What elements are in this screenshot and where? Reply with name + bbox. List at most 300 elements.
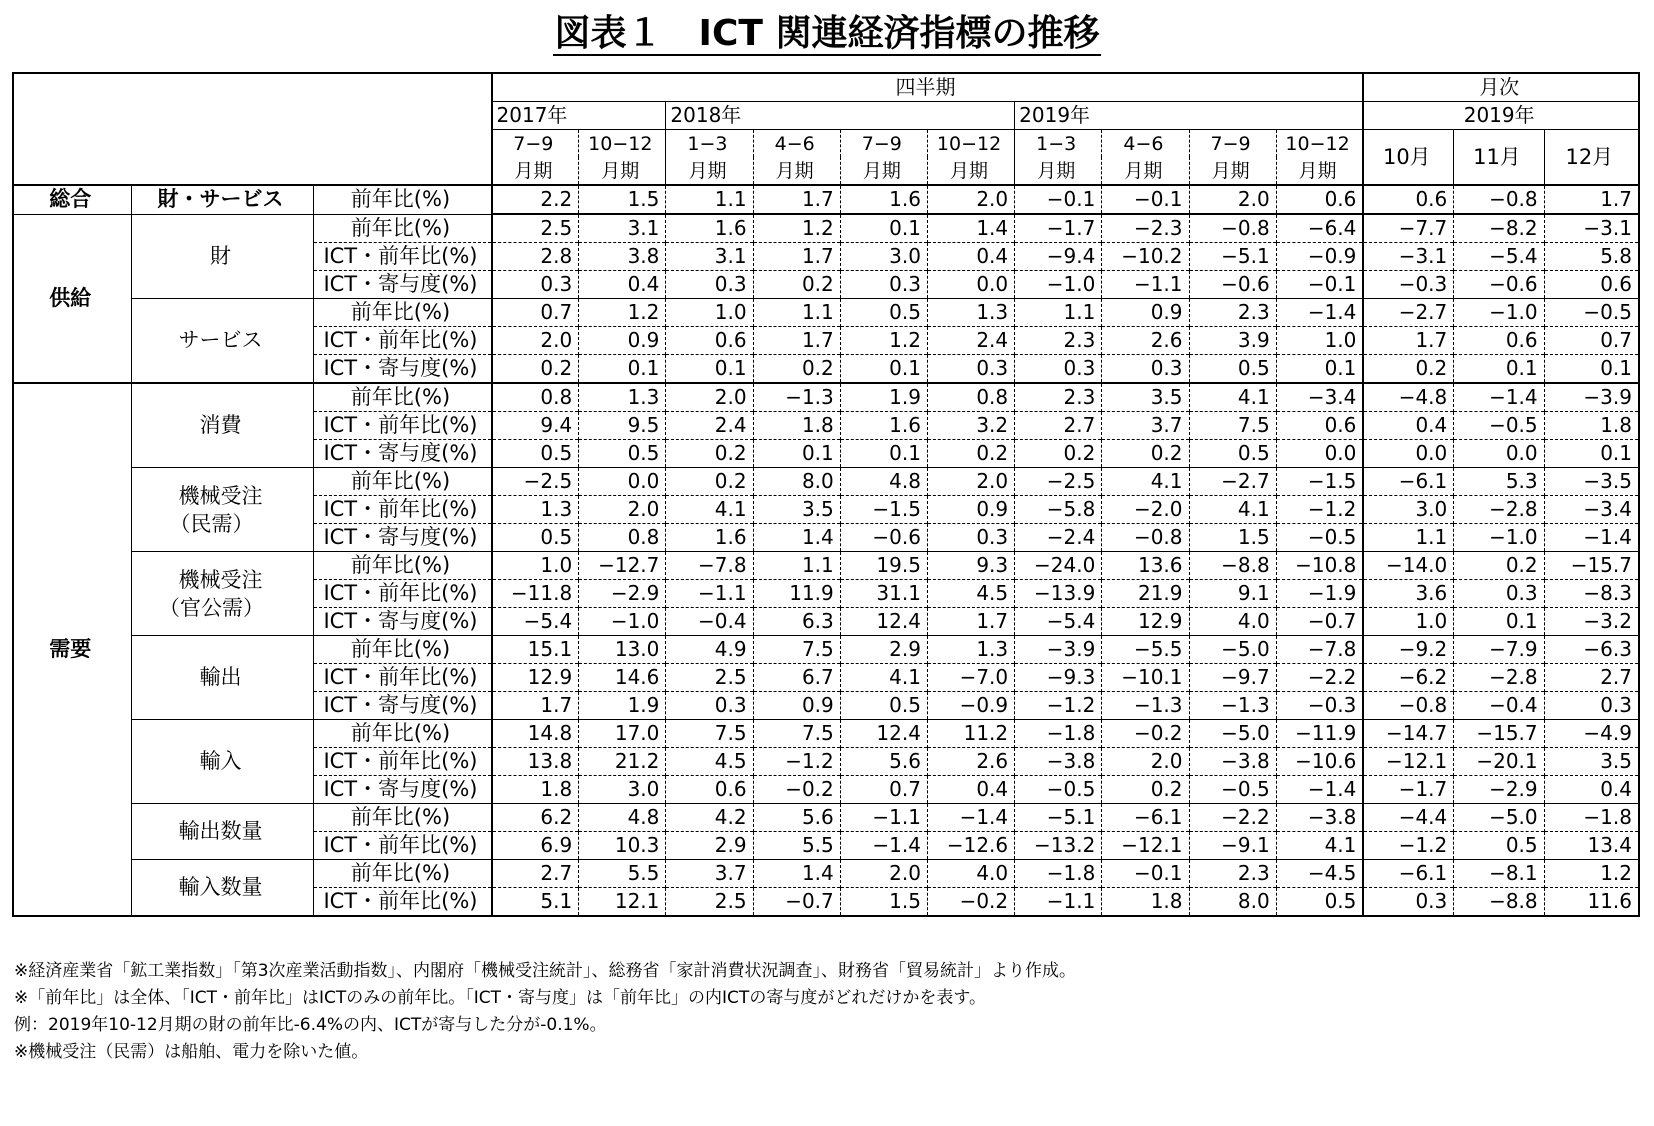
value-cell: −1.8	[1015, 860, 1102, 888]
value-cell: 1.3	[927, 299, 1014, 327]
group-label-yunyu-suryo: 輸入数量	[131, 860, 314, 917]
value-cell: 31.1	[840, 580, 927, 608]
value-cell: 4.1	[666, 496, 753, 524]
header-year-2018: 2018年	[666, 102, 1015, 130]
table-row	[13, 468, 1639, 496]
value-cell: −1.4	[1544, 524, 1639, 552]
value-cell: −13.2	[1015, 832, 1102, 860]
group-label-kikai-minju-line: 機械受注	[178, 483, 263, 508]
value-cell: 6.9	[492, 832, 579, 860]
value-cell: 0.2	[492, 355, 579, 384]
metric-label-ict-contrib: ICT・寄与度(%)	[314, 271, 492, 299]
value-cell: 0.2	[1363, 355, 1453, 384]
value-cell: 3.5	[1544, 748, 1639, 776]
value-cell: 1.3	[579, 383, 666, 412]
value-cell: 5.1	[492, 888, 579, 917]
value-cell: −10.1	[1102, 664, 1189, 692]
value-cell: 9.5	[579, 412, 666, 440]
footnotes	[14, 958, 1634, 1066]
value-cell: 0.4	[579, 271, 666, 299]
value-cell: 9.1	[1189, 580, 1276, 608]
value-cell: 2.0	[579, 496, 666, 524]
value-cell: 3.7	[1102, 412, 1189, 440]
value-cell: 9.4	[492, 412, 579, 440]
value-cell: 2.4	[666, 412, 753, 440]
value-cell: −2.2	[1276, 664, 1363, 692]
value-cell: 0.3	[1544, 692, 1639, 720]
metric-label-yoy: 前年比(%)	[314, 636, 492, 664]
value-cell: −0.3	[1363, 271, 1453, 299]
value-cell: −1.2	[753, 748, 840, 776]
value-cell: −6.4	[1276, 214, 1363, 243]
value-cell: −1.9	[1276, 580, 1363, 608]
metric-label-ict-yoy: ICT・前年比(%)	[314, 664, 492, 692]
group-label-yushutsu-suryo: 輸出数量	[131, 804, 314, 860]
header-quarter-suffix: 月期	[666, 157, 753, 185]
value-cell: −0.5	[1276, 524, 1363, 552]
metric-label-ict-contrib: ICT・寄与度(%)	[314, 440, 492, 468]
value-cell: 0.5	[492, 524, 579, 552]
value-cell: 5.6	[840, 748, 927, 776]
value-cell: 21.2	[579, 748, 666, 776]
table-row	[13, 383, 1639, 412]
value-cell: 17.0	[579, 720, 666, 748]
header-quarter-suffix: 月期	[840, 157, 927, 185]
value-cell: 11.6	[1544, 888, 1639, 917]
value-cell: 2.7	[1544, 664, 1639, 692]
value-cell: 5.5	[753, 832, 840, 860]
value-cell: 0.4	[927, 243, 1014, 271]
value-cell: −2.2	[1189, 804, 1276, 832]
value-cell: 11.2	[927, 720, 1014, 748]
value-cell: −0.3	[1276, 692, 1363, 720]
value-cell: 1.1	[753, 552, 840, 580]
value-cell: −6.1	[1363, 860, 1453, 888]
value-cell: 1.1	[1363, 524, 1453, 552]
value-cell: −1.1	[1102, 271, 1189, 299]
group-label-shohi: 消費	[131, 383, 314, 468]
value-cell: 0.5	[492, 440, 579, 468]
value-cell: 7.5	[753, 720, 840, 748]
value-cell: 0.5	[840, 692, 927, 720]
header-year-2017: 2017年	[492, 102, 666, 130]
header-quarter-range: 10−12	[579, 130, 666, 158]
value-cell: 10.3	[579, 832, 666, 860]
value-cell: 0.2	[1102, 440, 1189, 468]
value-cell: −0.5	[1015, 776, 1102, 804]
value-cell: 11.9	[753, 580, 840, 608]
value-cell: 2.3	[1189, 299, 1276, 327]
value-cell: −2.8	[1454, 496, 1544, 524]
value-cell: 2.6	[1102, 327, 1189, 355]
value-cell: 7.5	[666, 720, 753, 748]
value-cell: −3.8	[1276, 804, 1363, 832]
header-quarter-suffix: 月期	[927, 157, 1014, 185]
value-cell: −5.4	[492, 608, 579, 636]
value-cell: 1.3	[492, 496, 579, 524]
value-cell: 0.6	[666, 327, 753, 355]
value-cell: 1.3	[927, 636, 1014, 664]
value-cell: 1.1	[666, 185, 753, 214]
value-cell: −12.7	[579, 552, 666, 580]
metric-label-yoy: 前年比(%)	[314, 383, 492, 412]
value-cell: −12.1	[1363, 748, 1453, 776]
value-cell: −5.4	[1015, 608, 1102, 636]
value-cell: 1.7	[492, 692, 579, 720]
value-cell: 0.1	[840, 355, 927, 384]
value-cell: −7.8	[1276, 636, 1363, 664]
value-cell: −1.0	[579, 608, 666, 636]
value-cell: 1.6	[666, 524, 753, 552]
metric-label-yoy: 前年比(%)	[314, 468, 492, 496]
value-cell: 4.1	[1276, 832, 1363, 860]
value-cell: −1.3	[753, 383, 840, 412]
value-cell: 19.5	[840, 552, 927, 580]
value-cell: 6.7	[753, 664, 840, 692]
value-cell: 5.5	[579, 860, 666, 888]
value-cell: −3.5	[1544, 468, 1639, 496]
value-cell: −10.6	[1276, 748, 1363, 776]
value-cell: 0.3	[1454, 580, 1544, 608]
value-cell: −12.6	[927, 832, 1014, 860]
header-quarter-range: 4−6	[753, 130, 840, 158]
value-cell: −7.7	[1363, 214, 1453, 243]
value-cell: −1.1	[1015, 888, 1102, 917]
value-cell: 1.0	[492, 552, 579, 580]
value-cell: −1.4	[927, 804, 1014, 832]
value-cell: −3.9	[1015, 636, 1102, 664]
value-cell: −9.2	[1363, 636, 1453, 664]
page-title	[0, 10, 1654, 58]
value-cell: −0.8	[1363, 692, 1453, 720]
value-cell: −6.3	[1544, 636, 1639, 664]
value-cell: 0.0	[579, 468, 666, 496]
header-quarter-range: 1−3	[666, 130, 753, 158]
value-cell: 0.9	[927, 496, 1014, 524]
value-cell: 1.8	[1544, 412, 1639, 440]
metric-label-ict-yoy: ICT・前年比(%)	[314, 327, 492, 355]
value-cell: 0.7	[492, 299, 579, 327]
value-cell: −1.4	[1276, 776, 1363, 804]
value-cell: −2.8	[1454, 664, 1544, 692]
value-cell: 2.9	[666, 832, 753, 860]
value-cell: 0.8	[579, 524, 666, 552]
value-cell: 4.1	[1189, 496, 1276, 524]
value-cell: 0.3	[927, 524, 1014, 552]
value-cell: −7.0	[927, 664, 1014, 692]
value-cell: 1.4	[753, 524, 840, 552]
header-quarter-suffix: 月期	[753, 157, 840, 185]
value-cell: −0.4	[666, 608, 753, 636]
value-cell: −3.1	[1544, 214, 1639, 243]
value-cell: 1.2	[1544, 860, 1639, 888]
value-cell: −4.4	[1363, 804, 1453, 832]
value-cell: −3.2	[1544, 608, 1639, 636]
value-cell: −1.2	[1015, 692, 1102, 720]
value-cell: 0.1	[1454, 355, 1544, 384]
value-cell: −3.9	[1544, 383, 1639, 412]
value-cell: 1.0	[666, 299, 753, 327]
value-cell: 14.6	[579, 664, 666, 692]
value-cell: 0.9	[753, 692, 840, 720]
value-cell: −1.0	[1454, 299, 1544, 327]
value-cell: 4.0	[927, 860, 1014, 888]
group-label-yushutsu: 輸出	[131, 636, 314, 720]
value-cell: 0.7	[1544, 327, 1639, 355]
value-cell: −3.8	[1015, 748, 1102, 776]
table-row	[13, 860, 1639, 888]
value-cell: 1.5	[840, 888, 927, 917]
value-cell: −5.0	[1189, 720, 1276, 748]
value-cell: 2.0	[666, 383, 753, 412]
value-cell: 1.7	[753, 327, 840, 355]
page-title-text: 図表１ ICT 関連経済指標の推移	[554, 13, 1100, 54]
value-cell: −0.7	[1276, 608, 1363, 636]
value-cell: 2.5	[666, 664, 753, 692]
value-cell: 4.5	[927, 580, 1014, 608]
value-cell: 0.0	[927, 271, 1014, 299]
header-quarterly: 四半期	[492, 73, 1364, 102]
value-cell: −5.4	[1454, 243, 1544, 271]
value-cell: −1.5	[840, 496, 927, 524]
value-cell: 8.0	[753, 468, 840, 496]
value-cell: 0.9	[1102, 299, 1189, 327]
value-cell: −8.3	[1544, 580, 1639, 608]
value-cell: 1.9	[579, 692, 666, 720]
metric-label-ict-yoy: ICT・前年比(%)	[314, 412, 492, 440]
table-row	[13, 214, 1639, 243]
footnote-machinery: ※機械受注（民需）は船舶、電力を除いた値。	[14, 1042, 369, 1062]
value-cell: 13.4	[1544, 832, 1639, 860]
value-cell: 0.3	[1102, 355, 1189, 384]
table-row	[13, 185, 1639, 214]
value-cell: −0.6	[840, 524, 927, 552]
metric-label-ict-contrib: ICT・寄与度(%)	[314, 355, 492, 384]
value-cell: 4.0	[1189, 608, 1276, 636]
value-cell: −4.8	[1363, 383, 1453, 412]
value-cell: 12.4	[840, 608, 927, 636]
table-row	[13, 299, 1639, 327]
value-cell: −14.7	[1363, 720, 1453, 748]
value-cell: −9.7	[1189, 664, 1276, 692]
value-cell: 0.2	[1015, 440, 1102, 468]
value-cell: −0.8	[1102, 524, 1189, 552]
metric-label-yoy: 前年比(%)	[314, 860, 492, 888]
value-cell: 2.0	[1102, 748, 1189, 776]
value-cell: 7.5	[1189, 412, 1276, 440]
value-cell: 1.1	[1015, 299, 1102, 327]
value-cell: 4.1	[1102, 468, 1189, 496]
value-cell: −5.1	[1015, 804, 1102, 832]
value-cell: 0.8	[492, 383, 579, 412]
header-quarter-range: 7−9	[1189, 130, 1276, 158]
value-cell: −8.8	[1189, 552, 1276, 580]
value-cell: 2.0	[840, 860, 927, 888]
value-cell: −7.8	[666, 552, 753, 580]
header-quarter-suffix: 月期	[492, 157, 579, 185]
value-cell: −14.0	[1363, 552, 1453, 580]
value-cell: 6.2	[492, 804, 579, 832]
value-cell: 1.7	[927, 608, 1014, 636]
value-cell: 13.6	[1102, 552, 1189, 580]
value-cell: 0.7	[840, 776, 927, 804]
value-cell: 0.5	[1189, 440, 1276, 468]
value-cell: 6.3	[753, 608, 840, 636]
value-cell: −0.5	[1189, 776, 1276, 804]
value-cell: 0.1	[1544, 355, 1639, 384]
value-cell: 2.0	[492, 327, 579, 355]
metric-label-ict-yoy: ICT・前年比(%)	[314, 748, 492, 776]
value-cell: 1.5	[579, 185, 666, 214]
value-cell: −1.4	[1454, 383, 1544, 412]
value-cell: −2.5	[1015, 468, 1102, 496]
value-cell: −1.2	[1363, 832, 1453, 860]
value-cell: 2.0	[1189, 185, 1276, 214]
header-row-1	[13, 73, 1639, 102]
value-cell: 0.5	[1189, 355, 1276, 384]
value-cell: 1.7	[753, 185, 840, 214]
value-cell: 0.1	[1276, 355, 1363, 384]
value-cell: −4.9	[1544, 720, 1639, 748]
value-cell: −2.5	[492, 468, 579, 496]
value-cell: 7.5	[753, 636, 840, 664]
value-cell: 0.2	[753, 271, 840, 299]
value-cell: −20.1	[1454, 748, 1544, 776]
value-cell: 1.6	[840, 412, 927, 440]
value-cell: 4.5	[666, 748, 753, 776]
value-cell: 2.0	[927, 185, 1014, 214]
value-cell: −10.2	[1102, 243, 1189, 271]
metric-label-ict-yoy: ICT・前年比(%)	[314, 832, 492, 860]
value-cell: −5.0	[1454, 804, 1544, 832]
value-cell: 0.1	[753, 440, 840, 468]
value-cell: −0.2	[1102, 720, 1189, 748]
value-cell: −12.1	[1102, 832, 1189, 860]
metric-label-ict-yoy: ICT・前年比(%)	[314, 888, 492, 917]
value-cell: 8.0	[1189, 888, 1276, 917]
value-cell: 0.9	[579, 327, 666, 355]
value-cell: −0.2	[927, 888, 1014, 917]
value-cell: −8.1	[1454, 860, 1544, 888]
value-cell: 4.2	[666, 804, 753, 832]
value-cell: 0.1	[1544, 440, 1639, 468]
value-cell: 3.1	[666, 243, 753, 271]
value-cell: −8.8	[1454, 888, 1544, 917]
metric-label-ict-contrib: ICT・寄与度(%)	[314, 524, 492, 552]
metric-label-yoy: 前年比(%)	[314, 552, 492, 580]
section-label-kyokyu: 供給	[13, 214, 131, 383]
value-cell: −0.1	[1102, 185, 1189, 214]
value-cell: 0.1	[840, 440, 927, 468]
value-cell: 1.0	[1276, 327, 1363, 355]
group-label-kikai-kankoju	[131, 552, 314, 636]
table-row	[13, 552, 1639, 580]
header-quarter-suffix: 月期	[1276, 157, 1363, 185]
value-cell: 5.3	[1454, 468, 1544, 496]
value-cell: −24.0	[1015, 552, 1102, 580]
value-cell: −1.3	[1102, 692, 1189, 720]
metric-label-ict-contrib: ICT・寄与度(%)	[314, 692, 492, 720]
group-label-service: サービス	[131, 299, 314, 384]
header-year-2019: 2019年	[1015, 102, 1364, 130]
value-cell: −2.4	[1015, 524, 1102, 552]
metric-label-ict-yoy: ICT・前年比(%)	[314, 580, 492, 608]
value-cell: −2.0	[1102, 496, 1189, 524]
header-year-2019-monthly: 2019年	[1363, 102, 1639, 130]
value-cell: −3.4	[1276, 383, 1363, 412]
value-cell: 12.9	[492, 664, 579, 692]
value-cell: 1.4	[927, 214, 1014, 243]
value-cell: −0.9	[1276, 243, 1363, 271]
value-cell: 1.7	[753, 243, 840, 271]
value-cell: 0.3	[1015, 355, 1102, 384]
header-quarter-suffix: 月期	[1102, 157, 1189, 185]
value-cell: 0.5	[840, 299, 927, 327]
value-cell: 12.9	[1102, 608, 1189, 636]
value-cell: 0.6	[666, 776, 753, 804]
value-cell: 0.2	[1102, 776, 1189, 804]
footnote-source: ※経済産業省「鉱工業指数」「第3次産業活動指数」、内閣府「機械受注統計」、総務省「家計消費状況調査」、財務省「貿易統計」より作成。	[14, 961, 1077, 981]
value-cell: −0.6	[1454, 271, 1544, 299]
group-label-kikai-minju-line: （民需）	[169, 511, 254, 536]
value-cell: −1.8	[1544, 804, 1639, 832]
value-cell: −1.0	[1015, 271, 1102, 299]
footnote-example: 例：2019年10-12月期の財の前年比-6.4%の内、ICTが寄与した分が-0.1%。	[14, 1015, 607, 1035]
value-cell: 4.1	[840, 664, 927, 692]
value-cell: −11.9	[1276, 720, 1363, 748]
header-month: 11月	[1454, 130, 1544, 186]
value-cell: 2.5	[492, 214, 579, 243]
value-cell: 3.0	[1363, 496, 1453, 524]
value-cell: 3.0	[840, 243, 927, 271]
value-cell: 0.0	[1276, 440, 1363, 468]
metric-label-ict-yoy: ICT・前年比(%)	[314, 243, 492, 271]
value-cell: −2.7	[1189, 468, 1276, 496]
value-cell: 0.3	[666, 271, 753, 299]
value-cell: −3.1	[1363, 243, 1453, 271]
value-cell: −0.9	[927, 692, 1014, 720]
metric-label-yoy: 前年比(%)	[314, 214, 492, 243]
value-cell: −5.1	[1189, 243, 1276, 271]
header-monthly: 月次	[1363, 73, 1639, 102]
value-cell: −9.4	[1015, 243, 1102, 271]
value-cell: 0.2	[753, 355, 840, 384]
value-cell: −0.6	[1189, 271, 1276, 299]
value-cell: −4.5	[1276, 860, 1363, 888]
value-cell: 0.1	[579, 355, 666, 384]
value-cell: 2.2	[492, 185, 579, 214]
value-cell: −2.3	[1102, 214, 1189, 243]
value-cell: −1.0	[1454, 524, 1544, 552]
value-cell: 1.7	[1363, 327, 1453, 355]
value-cell: −0.5	[1544, 299, 1639, 327]
value-cell: 4.8	[840, 468, 927, 496]
header-quarter-range: 7−9	[492, 130, 579, 158]
value-cell: 1.1	[753, 299, 840, 327]
header-quarter-range: 4−6	[1102, 130, 1189, 158]
value-cell: −0.7	[753, 888, 840, 917]
value-cell: 4.1	[1189, 383, 1276, 412]
value-cell: 14.8	[492, 720, 579, 748]
value-cell: 0.4	[1363, 412, 1453, 440]
value-cell: −0.5	[1454, 412, 1544, 440]
section-label-juyo: 需要	[13, 383, 131, 916]
value-cell: 0.2	[1454, 552, 1544, 580]
value-cell: −6.2	[1363, 664, 1453, 692]
value-cell: −3.4	[1544, 496, 1639, 524]
value-cell: 0.3	[840, 271, 927, 299]
value-cell: 9.3	[927, 552, 1014, 580]
